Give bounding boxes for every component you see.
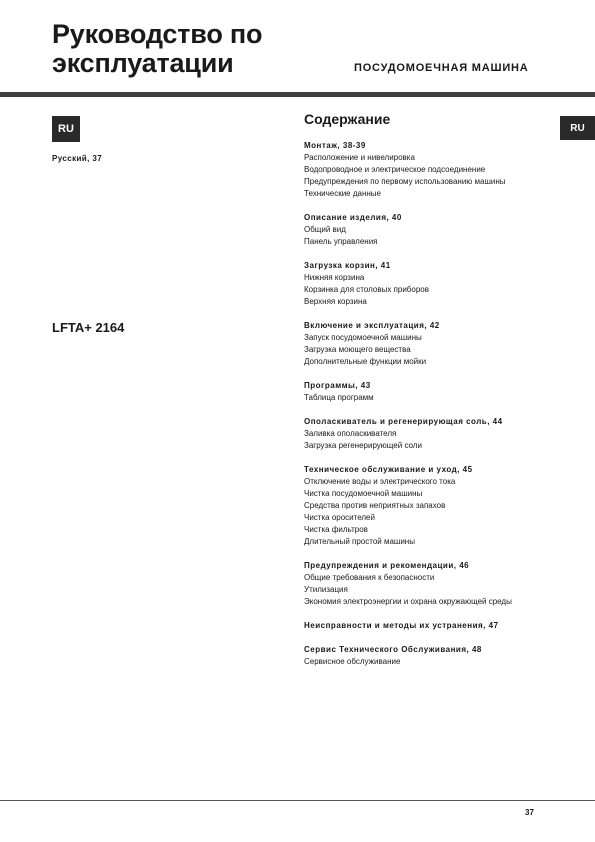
toc-section: [304, 380, 574, 404]
toc-section: [304, 464, 574, 548]
toc-item: Общие требования к безопасности: [304, 573, 435, 582]
toc-item: Чистка фильтров: [304, 525, 368, 534]
toc-section-heading: Включение и эксплуатация, 42: [304, 321, 440, 330]
page-number: 37: [525, 808, 534, 817]
toc-item: Загрузка моющего вещества: [304, 345, 411, 354]
toc-item: Таблица программ: [304, 393, 374, 402]
toc-item: Запуск посудомоечной машины: [304, 333, 422, 342]
toc-section-heading: Неисправности и методы их устранения, 47: [304, 621, 499, 630]
toc-item: Технические данные: [304, 189, 382, 198]
document-title: [52, 20, 262, 78]
toc-item: Утилизация: [304, 585, 348, 594]
toc-section: [304, 560, 574, 608]
toc-item: Длительный простой машины: [304, 537, 415, 546]
toc-section-heading: Техническое обслуживание и уход, 45: [304, 465, 473, 474]
title-line-1: Руководство по: [52, 19, 263, 49]
toc-section-heading: Описание изделия, 40: [304, 213, 402, 222]
toc-item: Корзинка для столовых приборов: [304, 285, 429, 294]
language-page-ref: Русский, 37: [52, 154, 103, 163]
side-language-tab: RU: [560, 116, 595, 140]
toc-item: Средства против неприятных запахов: [304, 501, 446, 510]
toc-item: Верхняя корзина: [304, 297, 367, 306]
toc-section-heading: Программы, 43: [304, 381, 371, 390]
toc-item: Отключение воды и электрического тока: [304, 477, 456, 486]
toc-section: [304, 644, 574, 668]
toc-section: [304, 212, 574, 248]
toc-section-heading: Предупреждения и рекомендации, 46: [304, 561, 470, 570]
toc-item: Чистка оросителей: [304, 513, 375, 522]
toc-item: Общий вид: [304, 225, 346, 234]
toc-item: Панель управления: [304, 237, 378, 246]
toc-item: Расположение и нивелировка: [304, 153, 415, 162]
toc-section-heading: Загрузка корзин, 41: [304, 261, 391, 270]
title-line-2: эксплуатации: [52, 48, 234, 78]
toc-item: Предупреждения по первому использованию машины: [304, 177, 506, 186]
header-rule: [0, 92, 595, 97]
toc-section: [304, 416, 574, 452]
footer-rule: [0, 800, 595, 801]
toc-section: [304, 620, 574, 632]
product-type: ПОСУДОМОЕЧНАЯ МАШИНА: [354, 62, 529, 74]
toc-item: Загрузка регенерирующей соли: [304, 441, 422, 450]
toc-section-heading: Ополаскиватель и регенерирующая соль, 44: [304, 417, 503, 426]
toc-section-heading: Монтаж, 38-39: [304, 141, 366, 150]
toc-item: Чистка посудомоечной машины: [304, 489, 423, 498]
toc-item: Дополнительные функции мойки: [304, 357, 427, 366]
toc-item: Экономия электроэнергии и охрана окружающей среды: [304, 597, 512, 606]
toc-section: [304, 320, 574, 368]
table-of-contents: [304, 140, 574, 680]
toc-item: Сервисное обслуживание: [304, 657, 401, 666]
toc-item: Заливка ополаскивателя: [304, 429, 397, 438]
toc-section: [304, 260, 574, 308]
toc-section-heading: Сервис Технического Обслуживания, 48: [304, 645, 482, 654]
language-badge: RU: [52, 116, 80, 142]
toc-title: Содержание: [304, 111, 391, 127]
model-name: LFTA+ 2164: [52, 320, 125, 335]
toc-section: [304, 140, 574, 200]
toc-item: Водопроводное и электрическое подсоединение: [304, 165, 486, 174]
toc-item: Нижняя корзина: [304, 273, 365, 282]
